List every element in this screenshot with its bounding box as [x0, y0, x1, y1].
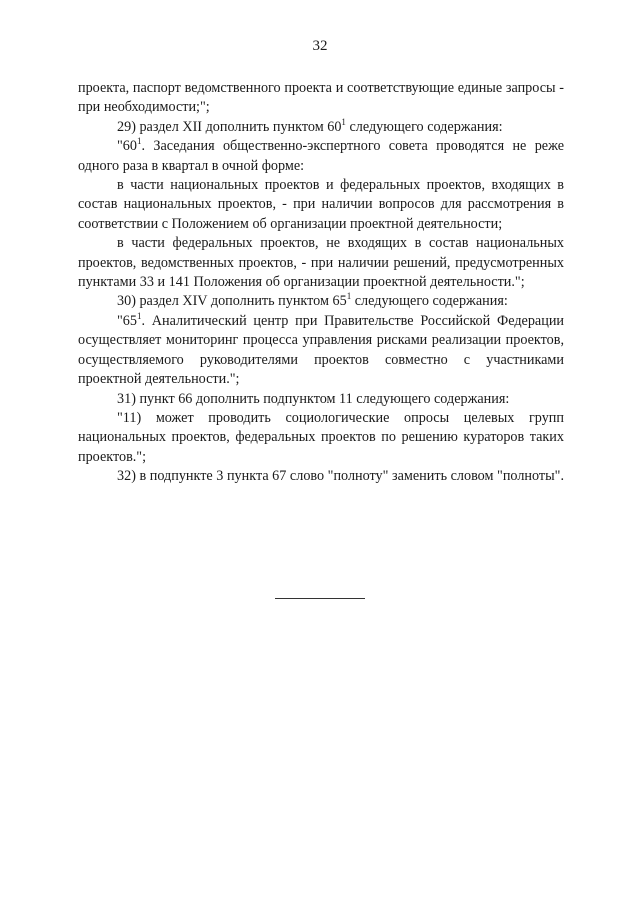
- paragraph-continuation: проекта, паспорт ведомственного проекта и соответствующие единые запросы - при необходимости;";: [78, 80, 564, 116]
- paragraph-text: 30) раздел XIV дополнить пунктом 65: [117, 293, 347, 310]
- end-separator-line: [275, 598, 365, 599]
- paragraph-item-32: 32) в подпункте 3 пункта 67 слово "полноту" заменить словом "полноты".: [117, 468, 564, 485]
- paragraph-text: 29) раздел XII дополнить пунктом 60: [117, 118, 342, 135]
- page-number: 32: [312, 38, 328, 54]
- paragraph-federal-projects: в части федеральных проектов, не входящих в состав национальных проектов, ведомственных проектов, - при наличии решений, предусмотренных пунктами 33 и 141 Положения об организации проектной деятельности.";: [78, 235, 564, 291]
- paragraph-text: "65: [117, 312, 137, 329]
- paragraph-text: следующего содержания:: [351, 293, 508, 310]
- superscript: 1: [136, 310, 142, 321]
- paragraph-item-29: [78, 118, 564, 137]
- paragraph-clause-60-1: [78, 137, 564, 176]
- paragraph-text: . Аналитический центр при Правительстве Российской Федерации осуществляет мониторинг процесса управления рисками реализации проектов, осуществляемого руководителями проектов совместно с участниками проектной деятельности.";: [78, 312, 564, 388]
- superscript: 1: [341, 116, 346, 127]
- paragraph-clause-65-1: [78, 312, 564, 390]
- superscript: 1: [346, 291, 352, 302]
- paragraph-item-30: [78, 292, 564, 311]
- paragraph-text: следующего содержания:: [345, 118, 503, 135]
- paragraph-national-projects: в части национальных проектов и федеральных проектов, входящих в состав национальных проектов, - при наличии вопросов для рассмотрения в соответствии с Положением об организации проектной деятельности;: [78, 177, 564, 232]
- document-body: [78, 79, 564, 487]
- paragraph-subitem-11: "11) может проводить социологические опросы целевых групп национальных проектов, федеральных проектов по решению кураторов таких проектов.";: [78, 409, 564, 465]
- paragraph-text: . Заседания общественно-экспертного совета проводятся не реже одного раза в квартал в очной форме:: [78, 138, 564, 174]
- paragraph-text: "60: [117, 138, 137, 155]
- paragraph-item-31: 31) пункт 66 дополнить подпунктом 11 следующего содержания:: [117, 390, 510, 407]
- superscript: 1: [136, 136, 142, 147]
